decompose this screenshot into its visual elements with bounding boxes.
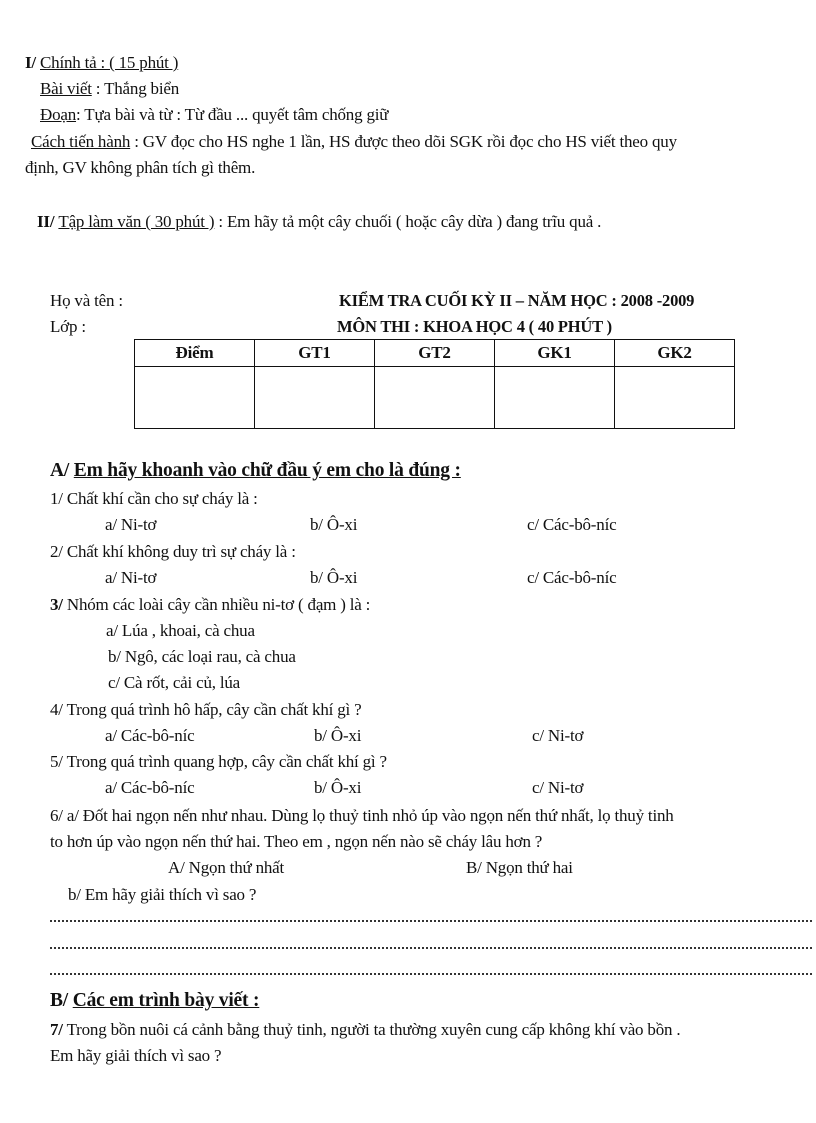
score-cell [135,367,255,429]
score-table-row [135,367,735,429]
cach-label: Cách tiến hành [31,132,131,151]
section-b-heading [50,990,259,1012]
answer-line[interactable] [50,920,812,922]
score-cell [375,367,495,429]
section-a-prefix: A/ [50,460,74,481]
part2-title: Tập làm văn ( 30 phút ) [58,212,215,231]
q2-option-b: b/ Ô-xi [310,568,358,587]
bai-viet-line [40,78,179,100]
section-a-heading [50,460,461,482]
q4-option-c: c/ Ni-tơ [532,726,584,745]
q6-option-a: A/ Ngọn thứ nhất [168,858,285,877]
q4-option-a: a/ Các-bô-níc [105,726,195,745]
bai-viet-value: : Thắng biển [91,79,180,98]
score-header-cell: GK2 [615,340,735,367]
part2-number: II/ [37,212,59,231]
question-2: 2/ Chất khí không duy trì sự cháy là : [50,542,296,561]
q5-option-c: c/ Ni-tơ [532,778,584,797]
cach-line-2: định, GV không phân tích gì thêm. [25,158,256,177]
exam-title: KIỂM TRA CUỐI KỲ II – NĂM HỌC : 2008 -2009 [339,291,695,310]
question-6-line-1: 6/ a/ Đốt hai ngọn nến như nhau. Dùng lọ thuỷ tinh nhỏ úp vào ngọn nến thứ nhất, lọ thuỷ tinh [50,806,674,825]
part1-heading [25,52,178,74]
answer-line[interactable] [50,947,812,949]
question-7-line-1 [50,1019,680,1041]
score-cell [495,367,615,429]
cach-text: : GV đọc cho HS nghe 1 lần, HS được theo dõi SGK rồi đọc cho HS viết theo quy [130,132,677,151]
doan-line [40,104,388,126]
part2-task: : Em hãy tả một cây chuối ( hoặc cây dừa ) đang trĩu quả . [214,212,602,231]
q4-option-b: b/ Ô-xi [314,726,362,745]
score-header-cell: GT2 [375,340,495,367]
q1-option-b: b/ Ô-xi [310,515,358,534]
score-cell [255,367,375,429]
q3-option-b: b/ Ngô, các loại rau, cà chua [108,647,296,666]
q5-option-b: b/ Ô-xi [314,778,362,797]
question-3 [50,594,370,616]
q1-option-a: a/ Ni-tơ [105,515,157,534]
score-header-cell: Điểm [135,340,255,367]
q2-option-c: c/ Các-bô-níc [527,568,617,587]
section-b-prefix: B/ [50,990,73,1011]
question-5: 5/ Trong quá trình quang hợp, cây cần chất khí gì ? [50,752,387,771]
q3-text: Nhóm các loài cây cần nhiều ni-tơ ( đạm ) là : [62,595,371,614]
q7-number: 7/ [50,1020,63,1039]
part1-title: Chính tả : ( 15 phút ) [40,53,179,72]
q3-option-c: c/ Cà rốt, cải củ, lúa [108,673,241,692]
exam-subject: MÔN THI : KHOA HỌC 4 ( 40 PHÚT ) [337,317,612,336]
question-1: 1/ Chất khí cần cho sự cháy là : [50,489,258,508]
q3-number: 3/ [50,595,63,614]
q3-option-a: a/ Lúa , khoai, cà chua [106,621,255,640]
question-6-b: b/ Em hãy giải thích vì sao ? [68,885,257,904]
q1-option-c: c/ Các-bô-níc [527,515,617,534]
question-7-line-2: Em hãy giải thích vì sao ? [50,1046,222,1065]
score-header-cell: GT1 [255,340,375,367]
question-6-line-2: to hơn úp vào ngọn nến thứ hai. Theo em , ngọn nến nào sẽ cháy lâu hơn ? [50,832,543,851]
score-header-cell: GK1 [495,340,615,367]
q5-option-a: a/ Các-bô-níc [105,778,195,797]
question-4: 4/ Trong quá trình hô hấp, cây cần chất khí gì ? [50,700,362,719]
part2-line [37,211,601,233]
answer-line[interactable] [50,973,812,975]
doan-value: : Tựa bài và từ : Từ đầu ... quyết tâm chống giữ [76,105,389,124]
bai-viet-label: Bài viết [40,79,92,98]
score-table [134,339,735,429]
part1-number: I/ [25,53,40,72]
score-table-header [135,340,735,367]
name-label: Họ và tên : [50,291,123,310]
q7-text: Trong bồn nuôi cá cảnh bằng thuỷ tinh, người ta thường xuyên cung cấp không khí vào bồn . [62,1020,681,1039]
q2-option-a: a/ Ni-tơ [105,568,157,587]
doan-label: Đoạn [40,105,77,124]
q6-option-b: B/ Ngọn thứ hai [466,858,573,877]
cach-line-1 [31,131,677,153]
class-label: Lớp : [50,317,86,336]
section-a-title: Em hãy khoanh vào chữ đầu ý em cho là đúng : [73,460,461,481]
section-b-title: Các em trình bày viết : [72,990,260,1011]
score-cell [615,367,735,429]
